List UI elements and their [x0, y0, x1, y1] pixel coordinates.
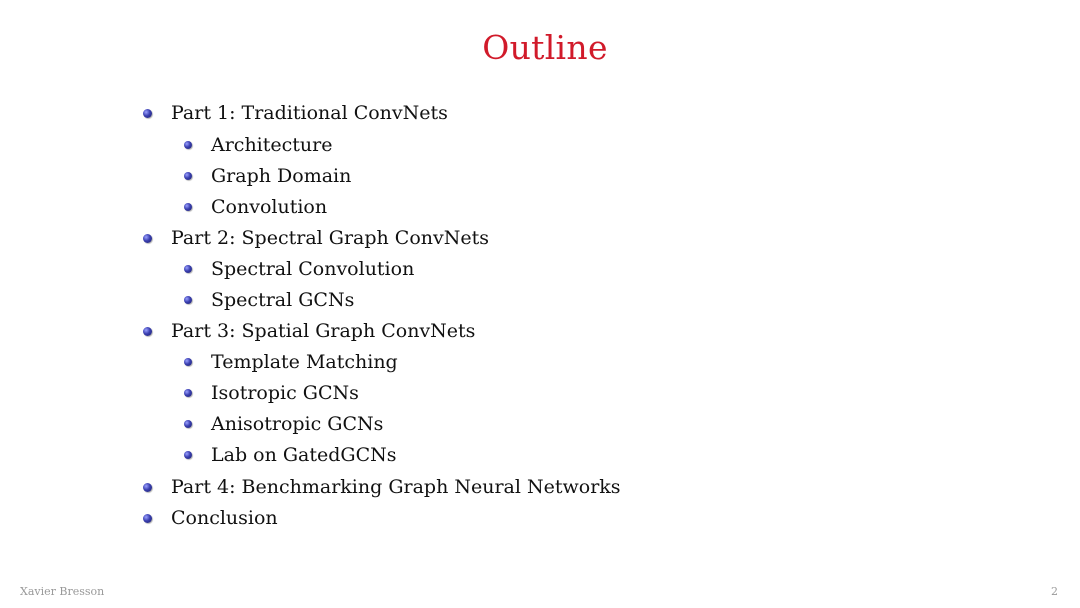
outline-item-part-4	[143, 476, 621, 498]
outline-item-label: Anisotropic GCNs	[211, 413, 384, 435]
outline-subitem-convolution	[184, 196, 327, 218]
bullet-icon	[184, 358, 192, 366]
bullet-icon	[143, 234, 152, 243]
outline-item-label: Conclusion	[171, 507, 278, 529]
outline-subitem-architecture	[184, 134, 332, 156]
bullet-icon	[184, 141, 192, 149]
outline-item-part-1	[143, 102, 448, 124]
bullet-icon	[184, 296, 192, 304]
footer-author: Xavier Bresson	[20, 585, 105, 598]
outline-item-label: Part 2: Spectral Graph ConvNets	[171, 227, 489, 249]
bullet-icon	[143, 514, 152, 523]
bullet-icon	[143, 109, 152, 118]
outline-item-label: Part 3: Spatial Graph ConvNets	[171, 320, 476, 342]
bullet-icon	[184, 451, 192, 459]
outline-subitem-spectral-convolution	[184, 258, 414, 280]
outline-item-label: Convolution	[211, 196, 328, 218]
slide-title: Outline	[482, 28, 608, 67]
outline-item-label: Template Matching	[211, 351, 398, 373]
outline-item-conclusion	[143, 507, 278, 529]
bullet-icon	[184, 389, 192, 397]
outline-item-label: Architecture	[211, 134, 333, 156]
bullet-icon	[184, 203, 192, 211]
outline-item-part-3	[143, 320, 475, 342]
outline-subitem-graph-domain	[184, 165, 351, 187]
outline-subitem-anisotropic-gcns	[184, 413, 383, 435]
bullet-icon	[184, 265, 192, 273]
bullet-icon	[184, 172, 192, 180]
bullet-icon	[143, 327, 152, 336]
outline-subitem-lab-gatedgcns	[184, 444, 397, 466]
outline-item-label: Graph Domain	[211, 165, 352, 187]
outline-item-part-2	[143, 227, 489, 249]
page-number: 2	[1051, 585, 1058, 598]
outline-subitem-spectral-gcns	[184, 289, 354, 311]
bullet-icon	[143, 483, 152, 492]
outline-item-label: Spectral GCNs	[211, 289, 355, 311]
outline-subitem-isotropic-gcns	[184, 382, 359, 404]
outline-item-label: Part 1: Traditional ConvNets	[171, 102, 448, 124]
outline-subitem-template-matching	[184, 351, 398, 373]
outline-item-label: Part 4: Benchmarking Graph Neural Networks	[171, 476, 621, 498]
outline-item-label: Lab on GatedGCNs	[211, 444, 397, 466]
outline-item-label: Spectral Convolution	[211, 258, 415, 280]
outline-item-label: Isotropic GCNs	[211, 382, 359, 404]
bullet-icon	[184, 420, 192, 428]
